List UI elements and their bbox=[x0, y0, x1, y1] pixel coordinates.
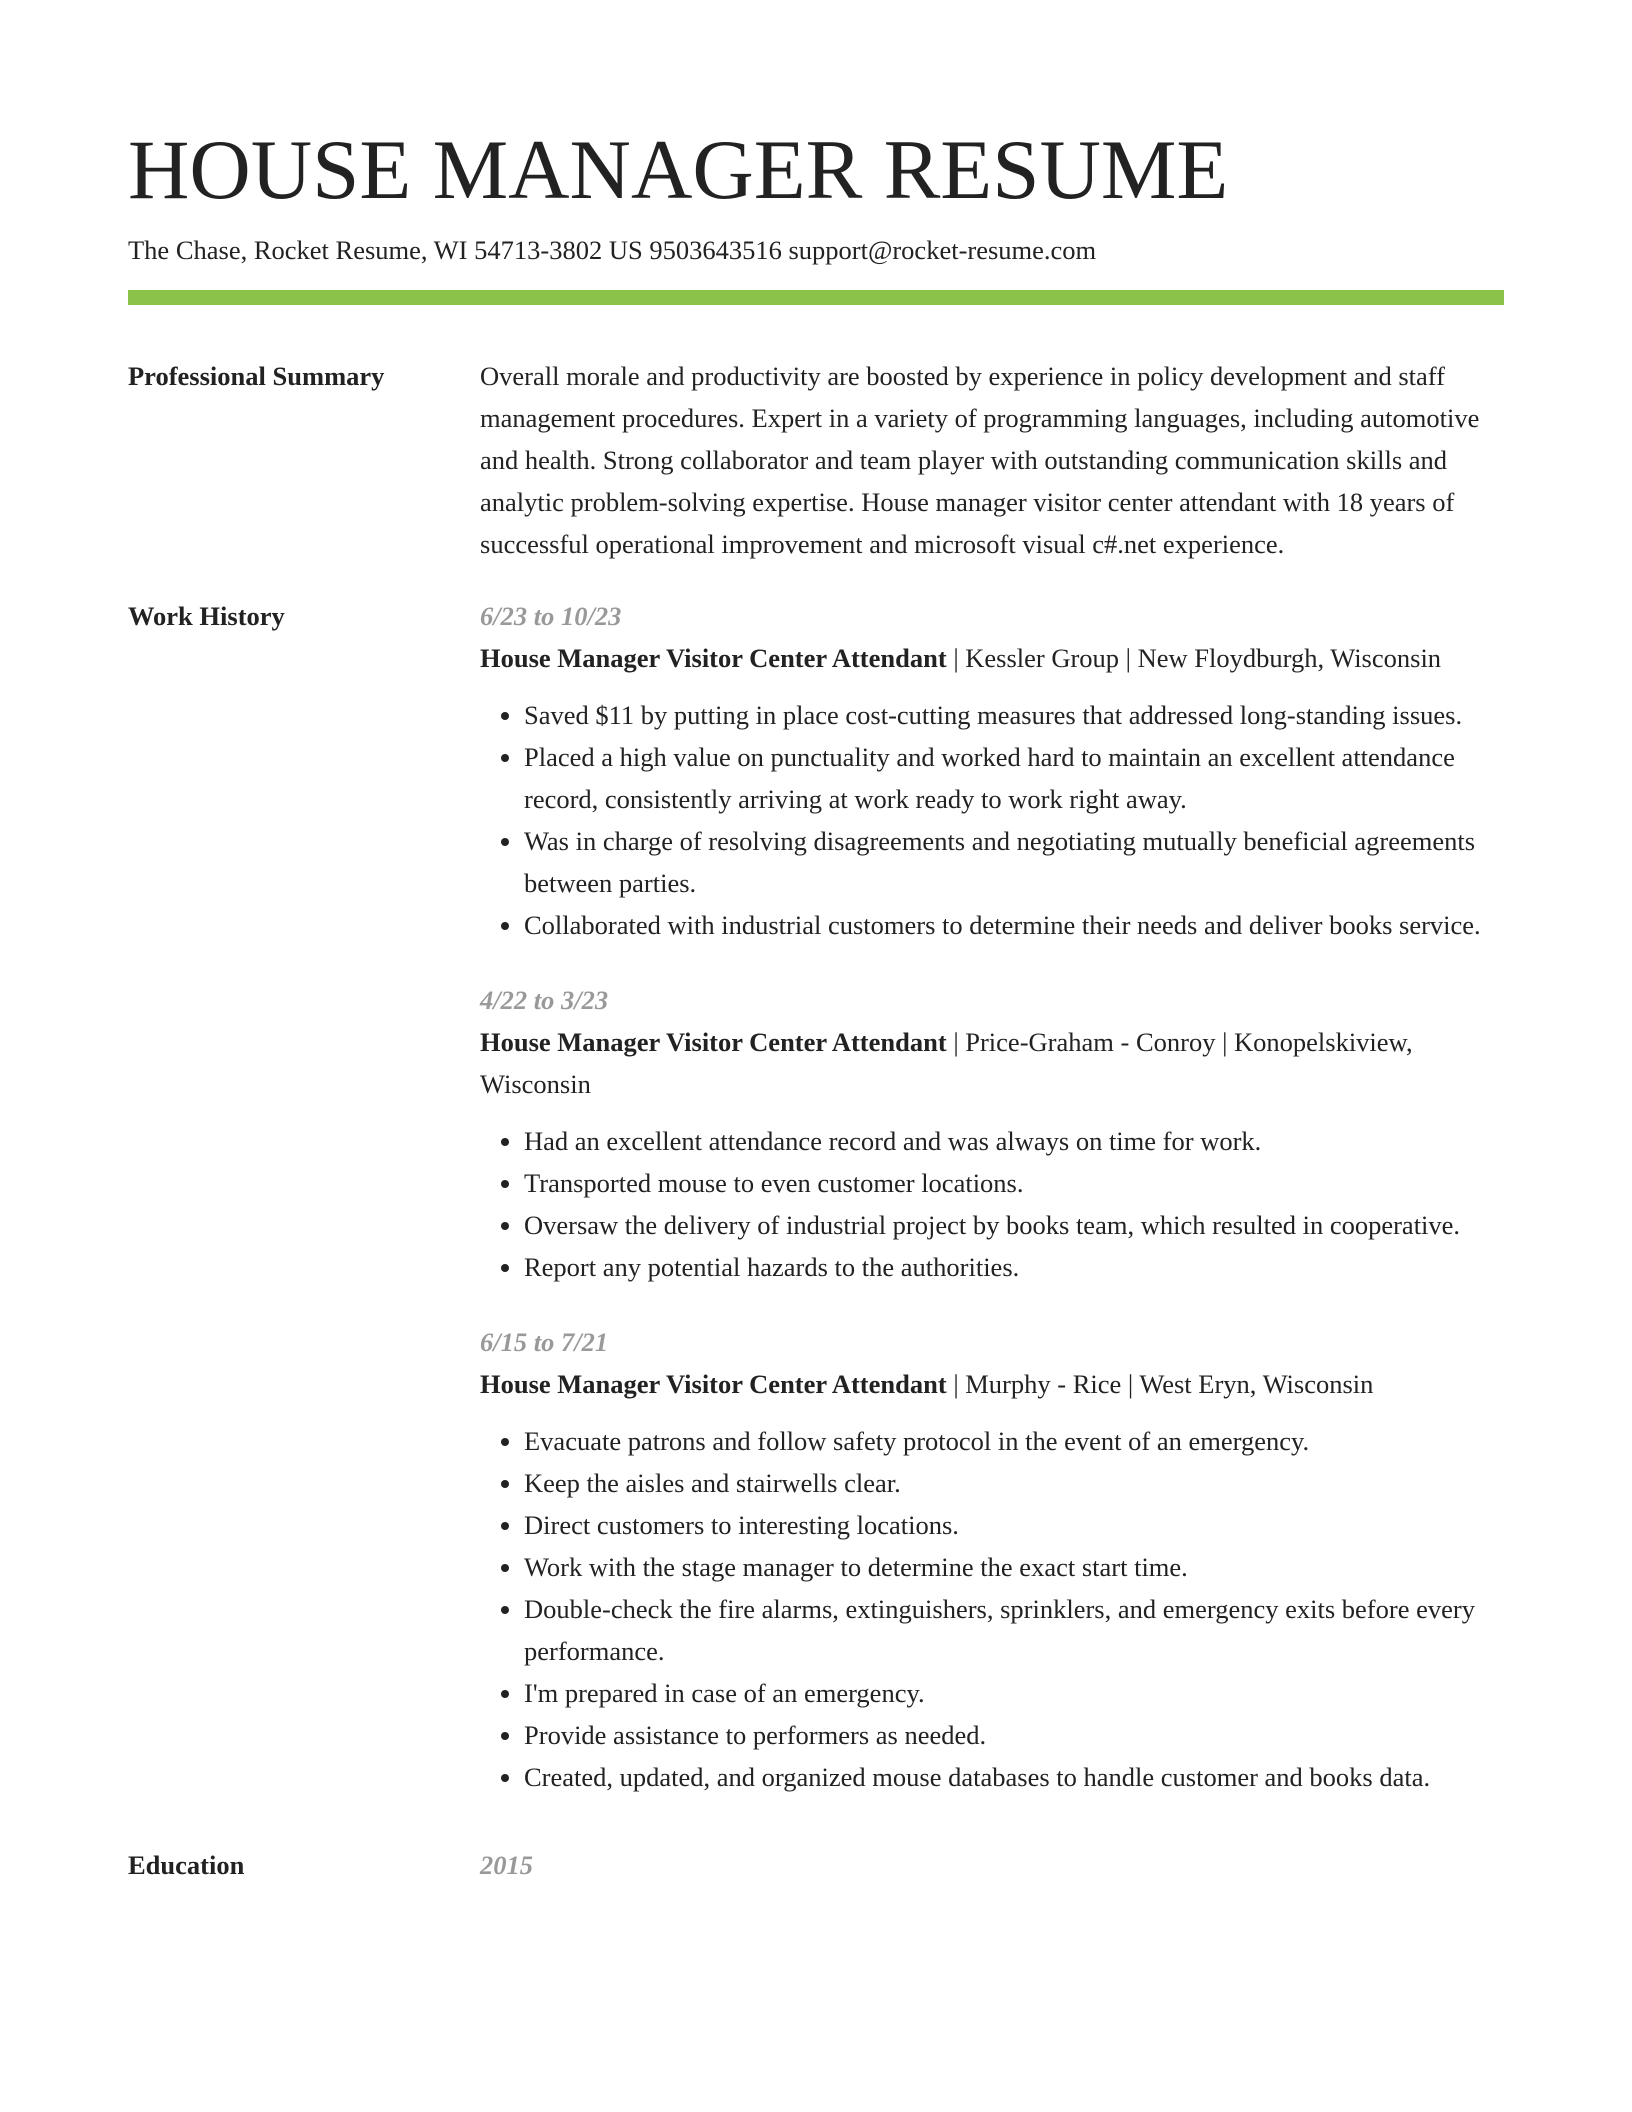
job-heading bbox=[480, 1363, 1504, 1405]
job-details: | Price-Graham - Conroy | Konopelskiview, Wisconsin bbox=[480, 1027, 1413, 1099]
list-item: • Was in charge of resolving disagreements and negotiating mutually beneficial agreements between parties. bbox=[524, 820, 1504, 904]
list-item: • Created, updated, and organized mouse databases to handle customer and books data. bbox=[524, 1756, 1504, 1798]
summary-label: Professional Summary bbox=[128, 361, 385, 391]
list-item: • Work with the stage manager to determine the exact start time. bbox=[524, 1546, 1504, 1588]
list-item: • Had an excellent attendance record and was always on time for work. bbox=[524, 1120, 1504, 1162]
summary-text: Overall morale and productivity are boosted by experience in policy development and staff management procedures. Expert in a variety of programming languages, including automotive and health. Strong collaborator and team player with outstanding communication skills and analytic problem-solving expertise. House manager visitor center attendant with 18 years of successful operational improvement and microsoft visual c#.net experience. bbox=[480, 361, 1480, 559]
page-title: HOUSE MANAGER RESUME bbox=[128, 123, 1229, 217]
list-item: • Evacuate patrons and follow safety protocol in the event of an emergency. bbox=[524, 1420, 1504, 1462]
list-item: • Direct customers to interesting locations. bbox=[524, 1504, 1504, 1546]
job-role: House Manager Visitor Center Attendant bbox=[480, 1027, 947, 1057]
job-dates: 6/23 to 10/23 bbox=[480, 601, 622, 631]
list-item: • Saved $11 by putting in place cost-cutting measures that addressed long-standing issues. bbox=[524, 694, 1504, 736]
job-bullets bbox=[480, 694, 1504, 946]
list-item: • Collaborated with industrial customers to determine their needs and deliver books service. bbox=[524, 904, 1504, 946]
list-item: • Oversaw the delivery of industrial project by books team, which resulted in cooperative. bbox=[524, 1204, 1504, 1246]
work-history-section bbox=[128, 595, 1504, 1818]
list-item: • Double-check the fire alarms, extinguishers, sprinklers, and emergency exits before every performance. bbox=[524, 1588, 1504, 1672]
job-entry bbox=[480, 1321, 1504, 1798]
list-item: • Placed a high value on punctuality and worked hard to maintain an excellent attendance record, consistently arriving at work ready to work right away. bbox=[524, 736, 1504, 820]
job-bullets bbox=[480, 1120, 1504, 1288]
job-entry bbox=[480, 979, 1504, 1288]
header-divider bbox=[128, 290, 1504, 305]
job-details: | Kessler Group | New Floydburgh, Wisconsin bbox=[946, 643, 1442, 673]
work-history-body bbox=[480, 595, 1504, 1818]
work-history-label: Work History bbox=[128, 601, 285, 631]
education-dates: 2015 bbox=[480, 1850, 533, 1880]
job-dates: 6/15 to 7/21 bbox=[480, 1327, 609, 1357]
education-body bbox=[480, 1844, 1504, 1886]
job-details: | Murphy - Rice | West Eryn, Wisconsin bbox=[946, 1369, 1374, 1399]
resume-page bbox=[128, 0, 1504, 1886]
education-label: Education bbox=[128, 1850, 245, 1880]
job-role: House Manager Visitor Center Attendant bbox=[480, 643, 947, 673]
contact-line: The Chase, Rocket Resume, WI 54713-3802 US 9503643516 support@rocket-resume.com bbox=[128, 235, 1097, 265]
list-item: • Report any potential hazards to the authorities. bbox=[524, 1246, 1504, 1288]
education-section bbox=[128, 1844, 1504, 1886]
job-dates: 4/22 to 3/23 bbox=[480, 985, 609, 1015]
list-item: • Transported mouse to even customer locations. bbox=[524, 1162, 1504, 1204]
job-role: House Manager Visitor Center Attendant bbox=[480, 1369, 947, 1399]
job-heading bbox=[480, 637, 1504, 679]
summary-section bbox=[128, 355, 1504, 565]
list-item: • I'm prepared in case of an emergency. bbox=[524, 1672, 1504, 1714]
list-item: • Provide assistance to performers as needed. bbox=[524, 1714, 1504, 1756]
job-entry bbox=[480, 595, 1504, 946]
list-item: • Keep the aisles and stairwells clear. bbox=[524, 1462, 1504, 1504]
job-bullets bbox=[480, 1420, 1504, 1798]
job-heading bbox=[480, 1021, 1504, 1105]
